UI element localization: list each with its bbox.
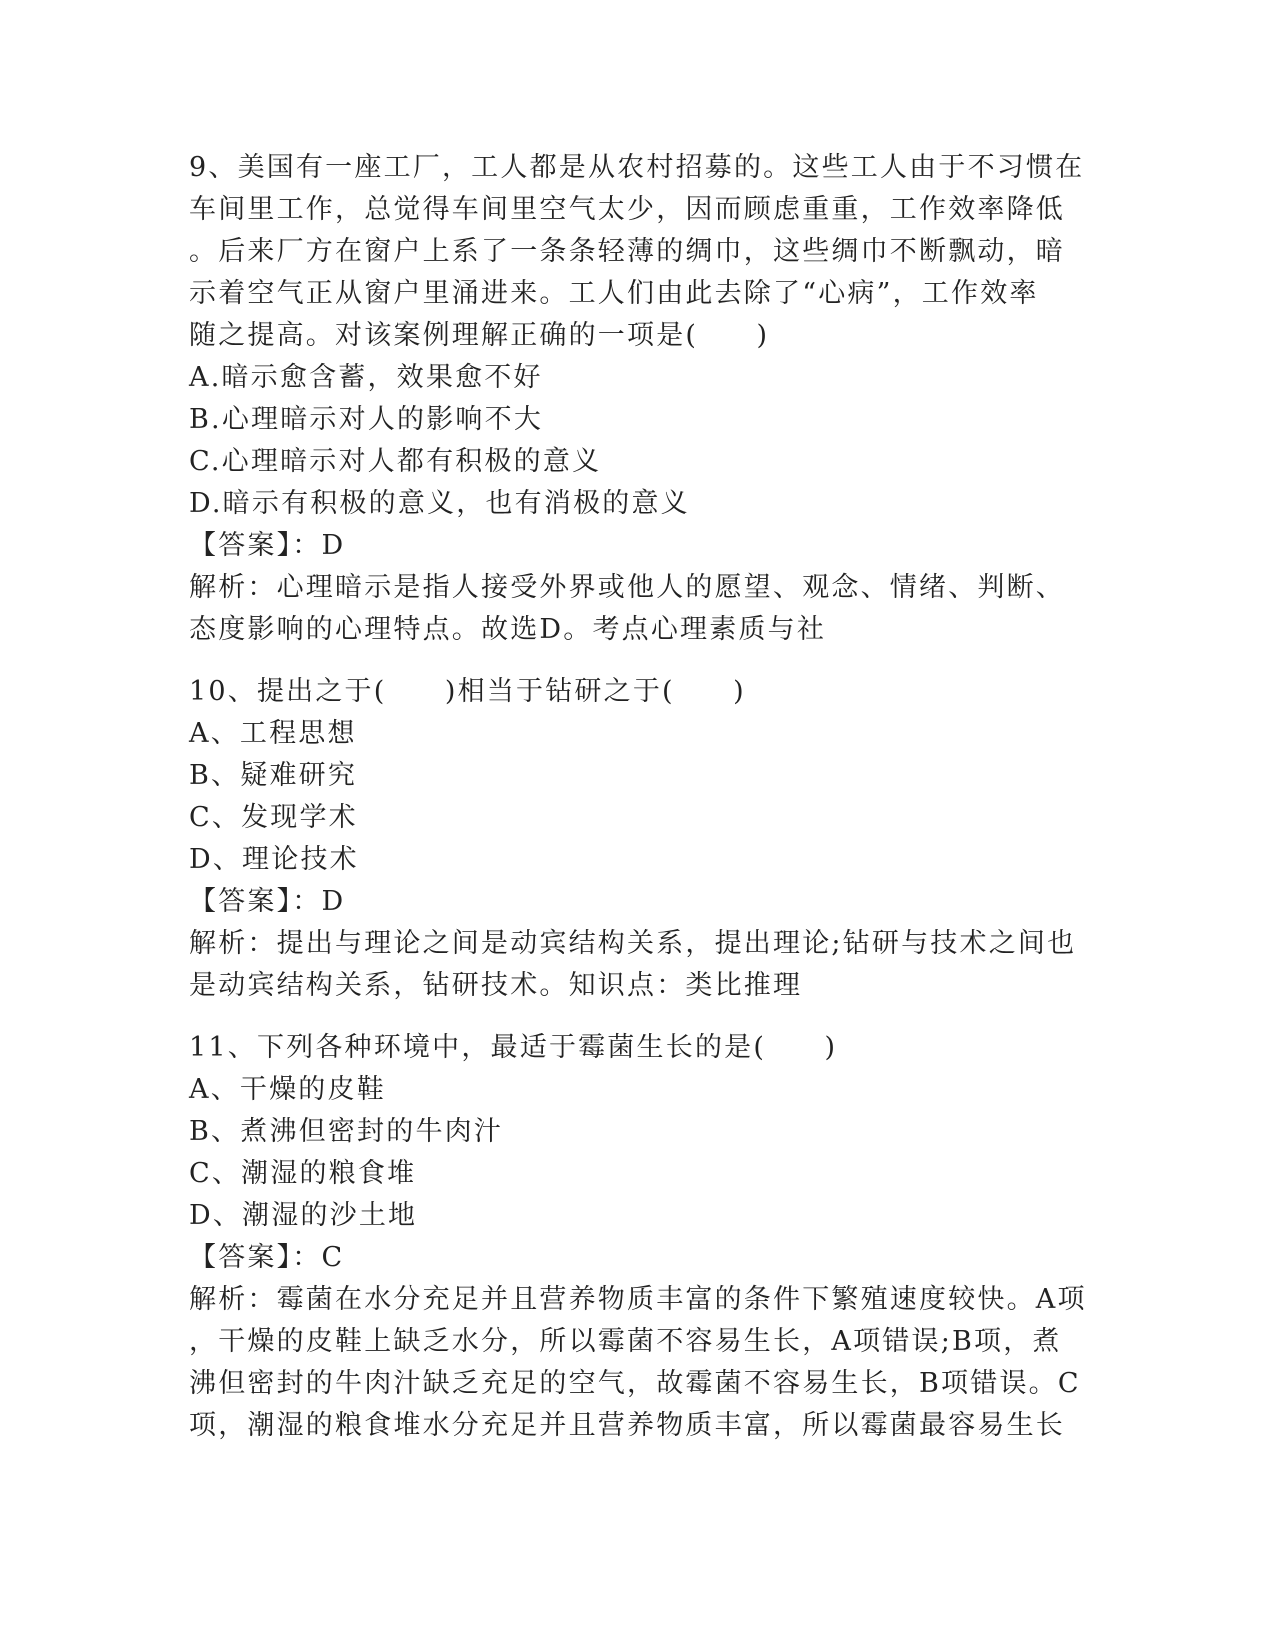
q10-option-d: D、理论技术 — [189, 844, 359, 875]
q9-stem-line-1: 9、美国有一座工厂，工人都是从农村招募的。这些工人由于不习惯在 — [189, 152, 1085, 183]
q11-analysis-line-4: 项，潮湿的粮食堆水分充足并且营养物质丰富，所以霉菌最容易生长 — [189, 1410, 1065, 1441]
q9-stem-line-5: 随之提高。对该案例理解正确的一项是( ) — [189, 320, 770, 351]
q11-option-b: B、煮沸但密封的牛肉汁 — [189, 1116, 504, 1147]
q10-analysis-line-2: 是动宾结构关系，钻研技术。知识点：类比推理 — [189, 970, 803, 1001]
q10-option-c: C、发现学术 — [189, 802, 358, 833]
q11-stem-line-1: 11、下列各种环境中，最适于霉菌生长的是( ) — [189, 1032, 838, 1063]
q9-analysis-line-2: 态度影响的心理特点。故选D。考点心理素质与社 — [189, 614, 827, 645]
q11-option-c: C、潮湿的粮食堆 — [189, 1158, 417, 1189]
q10-option-a: A、工程思想 — [189, 718, 357, 749]
q11-analysis-line-2: ，干燥的皮鞋上缺乏水分，所以霉菌不容易生长，A项错误;B项，煮 — [189, 1326, 1062, 1357]
q11-analysis-line-3: 沸但密封的牛肉汁缺乏充足的空气，故霉菌不容易生长，B项错误。C — [189, 1368, 1081, 1399]
q9-option-b: B.心理暗示对人的影响不大 — [189, 404, 544, 435]
q9-option-c: C.心理暗示对人都有积极的意义 — [189, 446, 602, 477]
q9-option-a: A.暗示愈含蓄，效果愈不好 — [189, 362, 543, 393]
q10-option-b: B、疑难研究 — [189, 760, 358, 791]
q9-stem-line-2: 车间里工作，总觉得车间里空气太少，因而顾虑重重，工作效率降低 — [189, 194, 1065, 225]
q11-analysis-line-1: 解析：霉菌在水分充足并且营养物质丰富的条件下繁殖速度较快。A项 — [189, 1284, 1087, 1315]
q11-option-a: A、干燥的皮鞋 — [189, 1074, 386, 1105]
q9-stem-line-3: 。后来厂方在窗户上系了一条条轻薄的绸巾，这些绸巾不断飘动，暗 — [189, 236, 1065, 267]
q11-option-d: D、潮湿的沙土地 — [189, 1200, 418, 1231]
q11-answer: 【答案】：C — [189, 1242, 345, 1273]
q9-option-d: D.暗示有积极的意义，也有消极的意义 — [189, 488, 690, 519]
q9-answer: 【答案】：D — [189, 530, 346, 561]
q10-stem-line-1: 10、提出之于( )相当于钻研之于( ) — [189, 676, 746, 707]
q10-answer: 【答案】：D — [189, 886, 346, 917]
q10-analysis-line-1: 解析：提出与理论之间是动宾结构关系，提出理论;钻研与技术之间也 — [189, 928, 1077, 959]
q9-stem-line-4: 示着空气正从窗户里涌进来。工人们由此去除了“心病”，工作效率 — [189, 278, 1039, 309]
q9-analysis-line-1: 解析：心理暗示是指人接受外界或他人的愿望、观念、情绪、判断、 — [189, 572, 1065, 603]
